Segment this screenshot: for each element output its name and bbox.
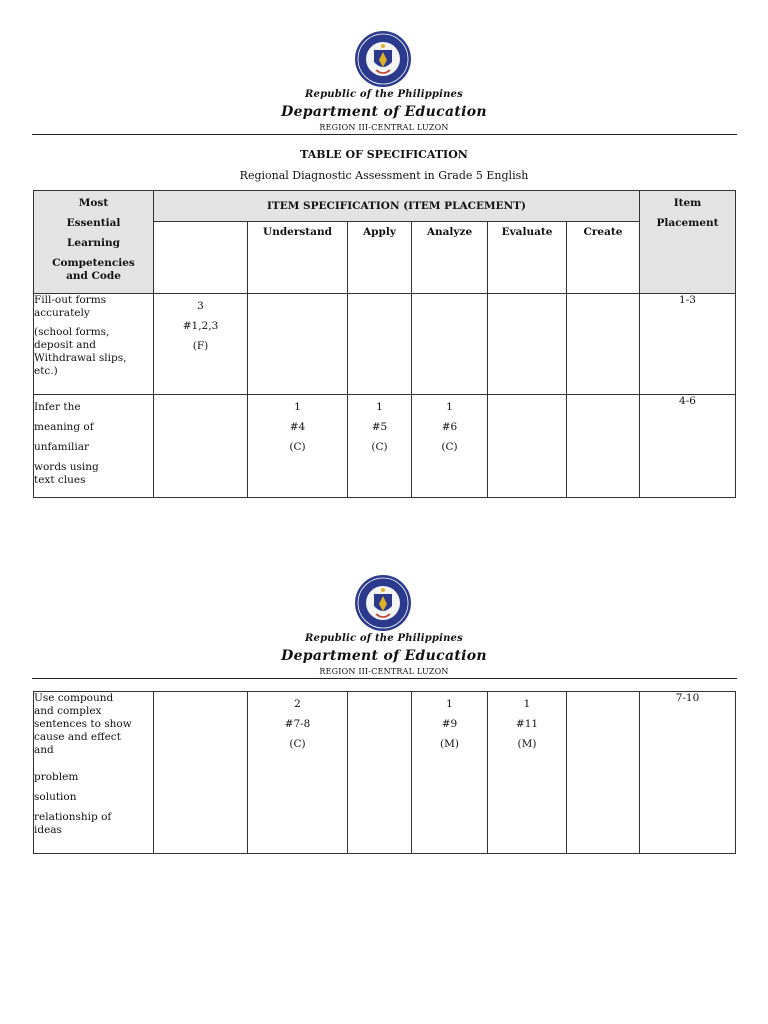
document-subtitle: Regional Diagnostic Assessment in Grade 5 English — [239, 169, 529, 182]
competency-cell: Use compound and complex sentences to show cause and effect and problem solution relationship of ideas — [34, 692, 154, 854]
specification-table — [33, 190, 736, 498]
department-title: Department of Education — [281, 104, 487, 120]
deped-seal-logo — [354, 30, 412, 88]
competency-cell: Infer the meaning of unfamiliar words using text clues — [34, 395, 154, 498]
level-analyze-header: Analyze — [412, 222, 488, 294]
placement-cell: 1-3 — [640, 294, 736, 395]
level-evaluate-header: Evaluate — [488, 222, 567, 294]
table-row — [34, 692, 736, 854]
spec-cell — [488, 395, 567, 498]
spec-cell — [348, 294, 412, 395]
spec-cell: 3 #1,2,3 (F) — [154, 294, 248, 395]
spec-cell — [567, 395, 640, 498]
placement-cell: 7-10 — [640, 692, 736, 854]
spec-cell: 1 #6 (C) — [412, 395, 488, 498]
region-text: REGION III-CENTRAL LUZON — [319, 667, 449, 676]
spec-cell: 2 #7-8 (C) — [248, 692, 348, 854]
table-row — [34, 294, 736, 395]
spec-cell — [488, 294, 567, 395]
spec-cell: 1 #9 (M) — [412, 692, 488, 854]
level-understand-header: Understand — [248, 222, 348, 294]
spec-cell — [154, 692, 248, 854]
spec-cell: 1 #4 (C) — [248, 395, 348, 498]
republic-text: Republic of the Philippines — [305, 633, 463, 644]
spec-cell — [348, 692, 412, 854]
item-placement-header: Item Placement — [640, 191, 736, 294]
spec-cell — [154, 395, 248, 498]
spec-cell — [412, 294, 488, 395]
level-create-header: Create — [567, 222, 640, 294]
deped-seal-logo — [354, 574, 412, 632]
level-apply-header: Apply — [348, 222, 412, 294]
table-row — [34, 395, 736, 498]
spec-cell — [567, 294, 640, 395]
placement-cell: 4-6 — [640, 395, 736, 498]
header-rule — [32, 134, 737, 135]
competency-cell: Fill-out forms accurately (school forms, deposit and Withdrawal slips, etc.) — [34, 294, 154, 395]
republic-text: Republic of the Philippines — [305, 89, 463, 100]
spec-cell — [248, 294, 348, 395]
spec-cell — [567, 692, 640, 854]
mec-header: Most Essential Learning Competencies and Code — [34, 191, 154, 294]
document-title: TABLE OF SPECIFICATION — [300, 148, 468, 161]
spec-cell: 1 #11 (M) — [488, 692, 567, 854]
spec-cell: 1 #5 (C) — [348, 395, 412, 498]
department-title: Department of Education — [281, 648, 487, 664]
specification-table-continued — [33, 691, 736, 854]
item-spec-header: ITEM SPECIFICATION (ITEM PLACEMENT) — [154, 191, 640, 222]
header-rule — [32, 678, 737, 679]
level-blank-header — [154, 222, 248, 294]
region-text: REGION III-CENTRAL LUZON — [319, 123, 449, 132]
